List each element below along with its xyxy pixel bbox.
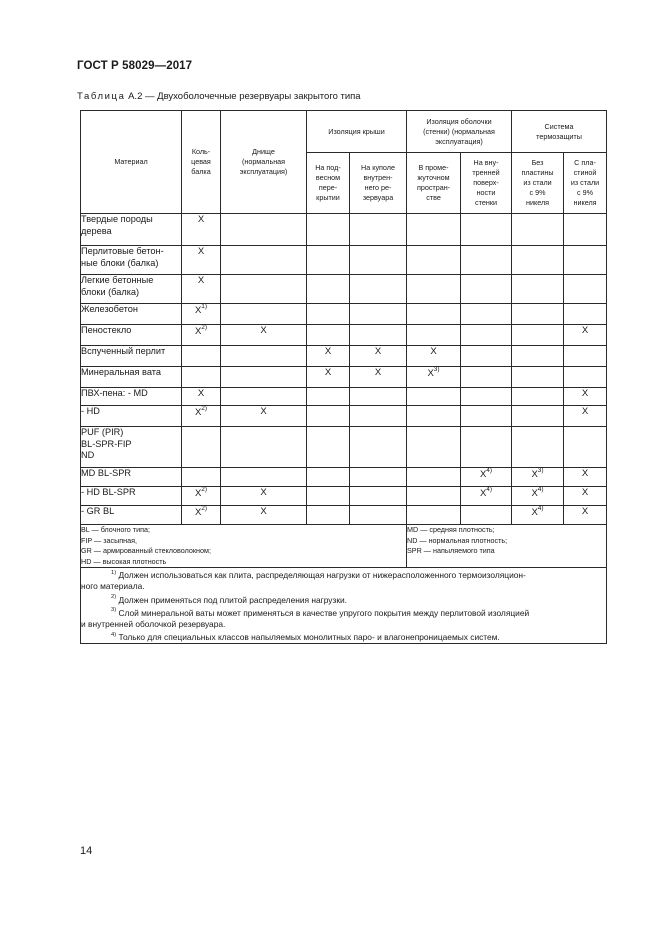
value-cell (221, 246, 307, 275)
header-label: Коль- цевая балка (191, 147, 211, 176)
col-header-roof-insulation (307, 111, 407, 153)
table-row (81, 214, 607, 246)
value-cell (512, 275, 564, 304)
value-cell (350, 275, 407, 304)
value-cell (221, 367, 307, 388)
value-cell (350, 487, 407, 506)
footnote-continuation: и внутренней оболочкой резервуара. (81, 618, 226, 629)
value-cell (221, 304, 307, 325)
value-cell (564, 304, 607, 325)
value-cell: X (182, 275, 221, 304)
col-header-roof-suspended (307, 153, 350, 214)
footnote (81, 606, 606, 619)
abbreviation-entry: HD — высокая плотность (81, 556, 167, 566)
value-cell (307, 388, 350, 406)
value-cell (307, 506, 350, 525)
value-cell (564, 275, 607, 304)
header-label: На под- весном пере- крытии (315, 163, 341, 202)
value-cell (461, 325, 512, 346)
value-cell: X (307, 367, 350, 388)
value-cell (182, 367, 221, 388)
value-cell (407, 468, 461, 487)
abbreviation-entry: GR — армированный стекловолокном; (81, 546, 211, 556)
col-header-shell-space (407, 153, 461, 214)
header-label: На вну- тренней поверх- ности стенки (472, 158, 500, 207)
material-cell: - GR BL (81, 506, 182, 525)
material-cell: Перлитовые бетон- ные блоки (балка) (81, 246, 182, 275)
value-cell (221, 388, 307, 406)
value-cell: X (182, 246, 221, 275)
header-label: Изоляция оболочки (стенки) (нормальная эксплуатация) (423, 116, 495, 146)
value-cell: X (564, 388, 607, 406)
value-cell (307, 468, 350, 487)
col-header-bottom (221, 111, 307, 214)
material-cell: PUF (PIR) BL-SPR-FIP ND (81, 427, 182, 468)
value-cell (564, 214, 607, 246)
value-cell: X (221, 506, 307, 525)
value-cell (350, 406, 407, 427)
value-cell (221, 275, 307, 304)
value-cell (564, 367, 607, 388)
value-cell: X (307, 346, 350, 367)
table-row (81, 468, 607, 487)
table-row (81, 275, 607, 304)
value-cell (407, 325, 461, 346)
abbreviations-right (407, 525, 607, 568)
footnote-text: Должен использоваться как плита, распределяющая нагрузки от нижерасположенного термоизоляцион- (116, 570, 526, 581)
footnotes (81, 568, 607, 643)
materials-table (80, 110, 607, 644)
value-cell (407, 487, 461, 506)
footnote-text: Должен применяться под плитой распределения нагрузки. (116, 594, 347, 605)
value-cell: $X^{2)}$ (182, 487, 221, 506)
value-cell: X (564, 406, 607, 427)
col-header-shell-inner (461, 153, 512, 214)
value-cell (461, 346, 512, 367)
footnote (81, 568, 606, 581)
value-cell (461, 506, 512, 525)
value-cell (407, 304, 461, 325)
value-cell (182, 346, 221, 367)
header-label: Материал (114, 157, 148, 166)
value-cell (461, 275, 512, 304)
col-header-material (81, 111, 182, 214)
value-cell (221, 214, 307, 246)
value-cell (407, 214, 461, 246)
value-cell (221, 427, 307, 468)
value-cell (512, 214, 564, 246)
value-cell (461, 304, 512, 325)
col-header-tp-with-plate (564, 153, 607, 214)
table-row (81, 427, 607, 468)
abbreviation-entry: ND — нормальная плотность; (407, 535, 508, 545)
value-cell (512, 304, 564, 325)
table-row (81, 406, 607, 427)
table-row (81, 388, 607, 406)
footnote-continuation: ного материала. (81, 581, 145, 592)
footnote-text: Только для специальных классов напыляемых монолитных паро- и влагонепроницаемых систем. (116, 631, 500, 642)
page-number: 14 (80, 845, 93, 857)
value-cell: $X^{4)}$ (461, 487, 512, 506)
value-cell: X (407, 346, 461, 367)
value-cell (512, 427, 564, 468)
value-cell: X (221, 406, 307, 427)
value-cell (564, 246, 607, 275)
value-cell (307, 406, 350, 427)
table-row (81, 346, 607, 367)
value-cell (350, 214, 407, 246)
value-cell (564, 346, 607, 367)
value-cell (512, 367, 564, 388)
abbreviations-left (81, 525, 407, 568)
value-cell (350, 506, 407, 525)
value-cell: $X^{4)}$ (512, 487, 564, 506)
value-cell (461, 388, 512, 406)
value-cell (461, 367, 512, 388)
value-cell (307, 275, 350, 304)
material-cell: ПВХ-пена: - MD (81, 388, 182, 406)
header-label: В проме- жуточном простран- стве (416, 163, 451, 202)
header-label: Днище (нормальная эксплуатация) (239, 147, 288, 176)
table-row (81, 367, 607, 388)
value-cell (307, 427, 350, 468)
value-cell (307, 487, 350, 506)
value-cell: $X^{1)}$ (182, 304, 221, 325)
value-cell: X (564, 487, 607, 506)
value-cell (461, 214, 512, 246)
material-cell: - HD BL-SPR (81, 487, 182, 506)
value-cell (307, 304, 350, 325)
col-header-shell-insulation (407, 111, 512, 153)
table-row (81, 487, 607, 506)
value-cell (512, 325, 564, 346)
value-cell (407, 246, 461, 275)
value-cell (461, 246, 512, 275)
value-cell: $X^{4)}$ (512, 506, 564, 525)
value-cell: $X^{3)}$ (407, 367, 461, 388)
abbreviation-entry: MD — средняя плотность; (407, 525, 495, 534)
material-cell: - HD (81, 406, 182, 427)
value-cell (221, 468, 307, 487)
value-cell (307, 246, 350, 275)
value-cell (512, 246, 564, 275)
caption-number: А.2 (128, 91, 143, 102)
abbreviation-entry: BL — блочного типа; (81, 525, 150, 534)
table-row (81, 246, 607, 275)
material-cell: Минеральная вата (81, 367, 182, 388)
value-cell (407, 275, 461, 304)
material-cell: Вспученный перлит (81, 346, 182, 367)
value-cell (564, 427, 607, 468)
value-cell: X (564, 468, 607, 487)
value-cell (461, 427, 512, 468)
value-cell (182, 427, 221, 468)
header-label: Изоляция крыши (328, 126, 385, 136)
document-header: ГОСТ Р 58029—2017 (77, 60, 193, 72)
value-cell (350, 468, 407, 487)
material-cell: Твердые породы дерева (81, 214, 182, 246)
table-row (81, 325, 607, 346)
value-cell: X (564, 325, 607, 346)
header-label: Система термозащиты (536, 121, 582, 141)
col-header-ring-beam (182, 111, 221, 214)
abbreviation-entry: FIP — засыпная, (81, 535, 138, 545)
footnote (81, 593, 606, 606)
caption-title: — Двухоболочечные резервуары закрытого типа (145, 91, 361, 102)
value-cell: $X^{2)}$ (182, 325, 221, 346)
value-cell (407, 506, 461, 525)
col-header-thermal-protection (512, 111, 607, 153)
value-cell (350, 388, 407, 406)
table-row (81, 304, 607, 325)
header-label: С пла- стиной из стали с 9% никеля (570, 158, 600, 207)
footnote-number: 4) (111, 631, 117, 638)
value-cell (182, 468, 221, 487)
material-cell: Пеностекло (81, 325, 182, 346)
value-cell (407, 427, 461, 468)
value-cell (512, 346, 564, 367)
table-row (81, 506, 607, 525)
value-cell: $X^{4)}$ (461, 468, 512, 487)
value-cell (350, 304, 407, 325)
value-cell (350, 246, 407, 275)
value-cell (407, 406, 461, 427)
material-cell: MD BL-SPR (81, 468, 182, 487)
material-cell: Железобетон (81, 304, 182, 325)
footnote (81, 630, 606, 643)
value-cell (350, 427, 407, 468)
value-cell (350, 325, 407, 346)
value-cell: $X^{2)}$ (182, 406, 221, 427)
value-cell (307, 214, 350, 246)
footnote-text: Слой минеральной ваты может применяться в качестве упругого покрытия между перлитовой изоляцией (116, 607, 530, 618)
value-cell (512, 406, 564, 427)
header-label: На куполе внутрен- него ре- зервуара (361, 163, 395, 202)
footnote-number: 2) (111, 594, 117, 601)
value-cell (461, 406, 512, 427)
value-cell (407, 388, 461, 406)
value-cell (307, 325, 350, 346)
value-cell (512, 388, 564, 406)
footnote-number: 1) (111, 570, 117, 577)
value-cell: X (182, 388, 221, 406)
value-cell (221, 346, 307, 367)
value-cell: X (221, 325, 307, 346)
value-cell: X (350, 367, 407, 388)
header-label: Без пластины из стали с 9% никеля (521, 158, 554, 207)
caption-label: Таблица (77, 91, 126, 102)
value-cell: X (182, 214, 221, 246)
col-header-roof-dome (350, 153, 407, 214)
table-caption (77, 91, 361, 102)
footnote-number: 3) (111, 607, 117, 614)
value-cell: $X^{2)}$ (182, 506, 221, 525)
value-cell: X (350, 346, 407, 367)
value-cell: $X^{3)}$ (512, 468, 564, 487)
abbreviation-entry: SPR — напыляемого типа (407, 546, 495, 556)
material-cell: Легкие бетонные блоки (балка) (81, 275, 182, 304)
value-cell: X (564, 506, 607, 525)
value-cell: X (221, 487, 307, 506)
col-header-tp-no-plate (512, 153, 564, 214)
